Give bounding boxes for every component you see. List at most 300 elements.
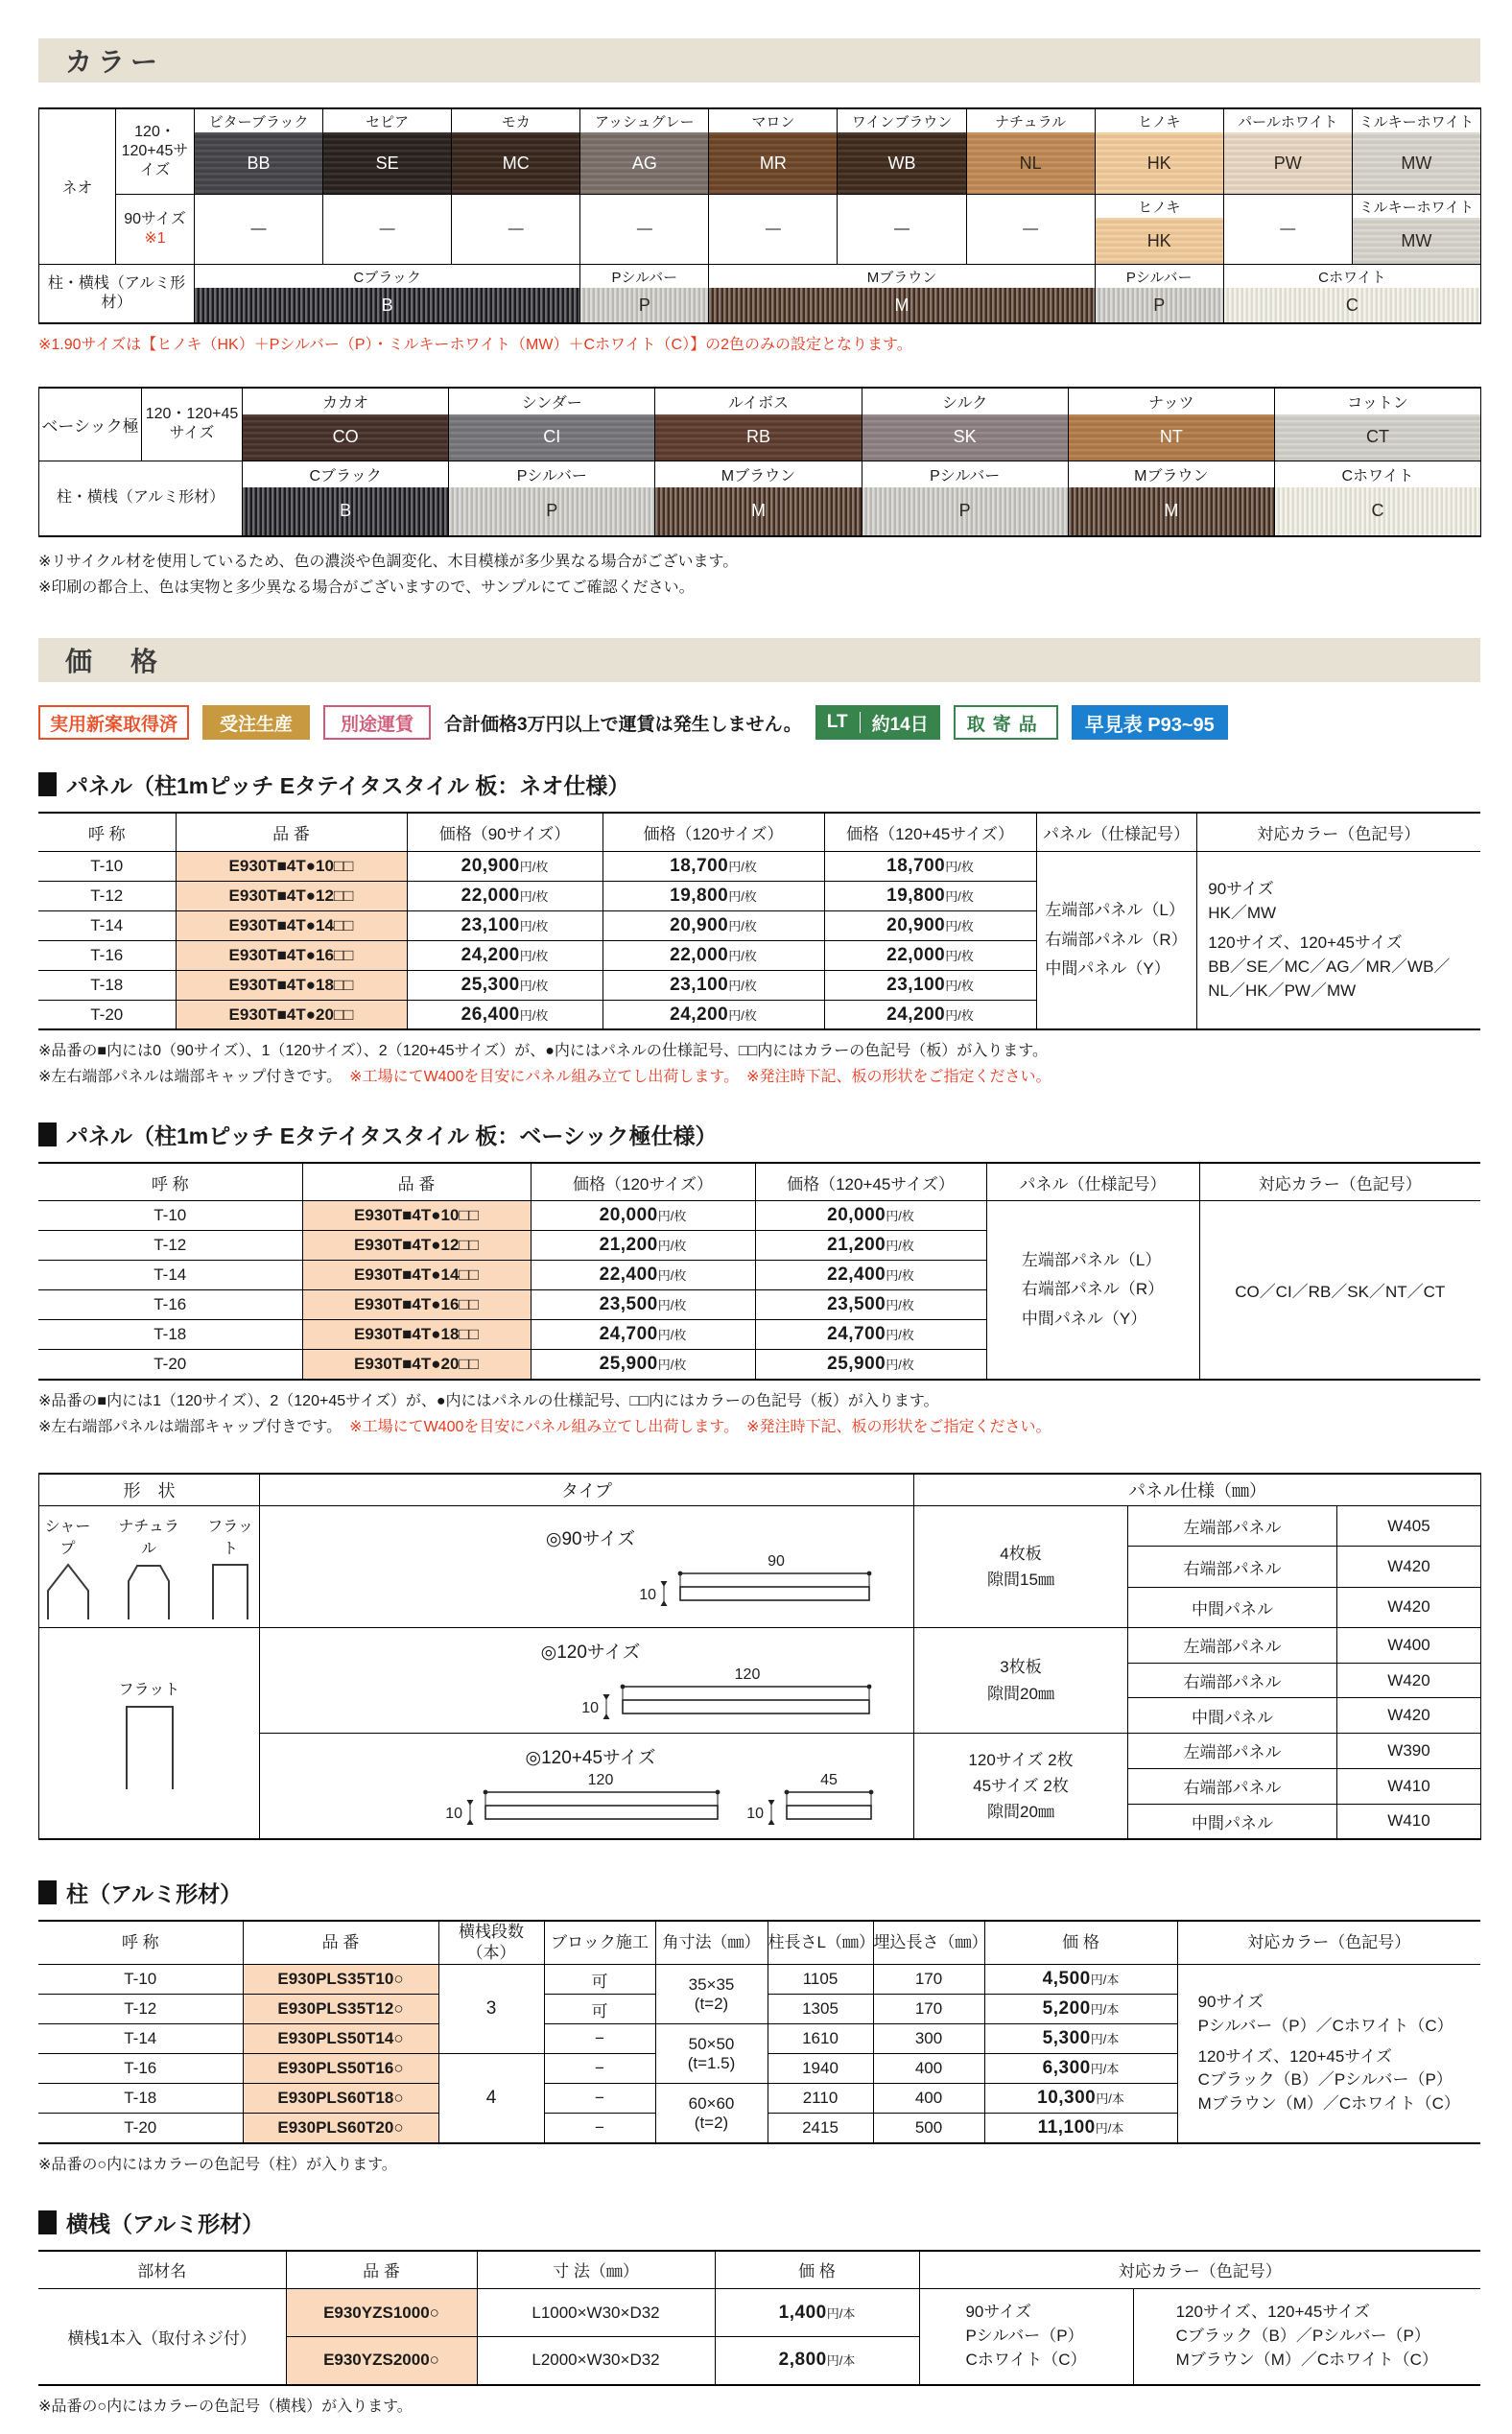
price-cell: 25,900円/枚 — [531, 1350, 755, 1380]
color-name: ビターブラック — [208, 113, 309, 130]
flat-shape-icon — [119, 1701, 180, 1789]
model-name: T-10 — [38, 851, 176, 881]
neo-size-120-label: 120・120+45サイズ — [116, 108, 195, 195]
part-number: E930T■4T●18□□ — [302, 1320, 531, 1350]
col-header: パネル（仕様記号） — [986, 1163, 1199, 1201]
color-swatch: MW — [1353, 218, 1480, 264]
section-square-icon — [38, 2210, 57, 2234]
frame-color-cell — [195, 265, 580, 324]
type-cell-90 — [260, 1506, 914, 1628]
basic-row-120 — [39, 388, 1481, 461]
price-cell: 19,800円/枚 — [602, 881, 824, 910]
col-header: パネル仕様（㎜） — [914, 1474, 1481, 1506]
size-120-row — [39, 1628, 1481, 1664]
na-cell: — — [1223, 195, 1352, 265]
col-header: 品 番 — [243, 1921, 438, 1965]
color-name: セピア — [366, 113, 410, 130]
separate-freight-badge: 別途運賃 — [323, 705, 431, 740]
na-cell: — — [580, 195, 709, 265]
price-cell: 23,100円/枚 — [824, 970, 1036, 1000]
frame-label: 柱・横桟（アルミ形材） — [39, 461, 243, 536]
block-ok-cell: − — [544, 2084, 655, 2114]
price-cell: 25,900円/枚 — [755, 1350, 986, 1380]
col-header: 対応カラー（色記号） — [1199, 1163, 1480, 1201]
col-header: 形 状 — [39, 1474, 260, 1506]
pillar-length: 1940 — [768, 2054, 873, 2084]
price-cell: 20,900円/枚 — [407, 851, 602, 881]
rail-title-row — [38, 2207, 1480, 2238]
color-section-bar — [38, 38, 1480, 83]
color-swatch: HK — [1096, 132, 1223, 194]
panel-pos: 中間パネル — [1128, 1587, 1337, 1627]
price-cell: 22,000円/枚 — [602, 940, 824, 970]
na-cell: — — [452, 195, 580, 265]
panel-basic-title-row — [38, 1119, 1480, 1150]
price-cell: 25,300円/枚 — [407, 970, 602, 1000]
price-cell: 23,500円/枚 — [531, 1290, 755, 1320]
color-name: コットン — [1347, 394, 1408, 412]
model-name: T-10 — [38, 1201, 302, 1231]
basic-color-table — [38, 387, 1481, 537]
panel-neo-table — [38, 812, 1480, 1030]
panel-basic-note2: ※左右端部パネルは端部キャップ付きです。 ※工場にてW400を目安にパネル組み立てし出荷します。 ※発注時下記、板の形状をご指定ください。 — [38, 1418, 1051, 1435]
col-header: 対応カラー（色記号） — [1196, 813, 1480, 851]
board-diagram-icon-45 — [733, 1771, 877, 1832]
shape-flat: フラット — [119, 1677, 180, 1789]
price-cell: 23,100円/枚 — [407, 910, 602, 940]
model-name: T-20 — [38, 1350, 302, 1380]
price-cell: 22,400円/枚 — [755, 1261, 986, 1290]
col-header: 品 番 — [302, 1163, 531, 1201]
color-swatch: P — [1096, 288, 1223, 322]
rail-count-cell: 4 — [438, 2054, 544, 2143]
color-swatch: P — [862, 487, 1068, 535]
panel-width: W410 — [1337, 1804, 1481, 1839]
part-number: E930T■4T●12□□ — [176, 881, 407, 910]
board-diagram-120-45 — [275, 1771, 906, 1832]
frame-color-cell — [1274, 461, 1480, 536]
panel-pos: 右端部パネル — [1128, 1768, 1337, 1804]
panel-pos: 左端部パネル — [1128, 1628, 1337, 1664]
rail-count-cell: 3 — [438, 1965, 544, 2054]
svg-text:120: 120 — [734, 1666, 761, 1684]
block-ok-cell: − — [544, 2024, 655, 2054]
color-cell — [1095, 195, 1223, 265]
price-cell: 24,200円/枚 — [407, 940, 602, 970]
pillar-length: 2415 — [768, 2114, 873, 2143]
svg-text:10: 10 — [746, 1806, 764, 1823]
color-name: Cホワイト — [1318, 269, 1386, 286]
price-cell: 23,500円/枚 — [755, 1290, 986, 1320]
color-cell — [862, 388, 1068, 461]
square-size-cell: 35×35 (t=2) — [655, 1965, 768, 2024]
color-cell — [1274, 388, 1480, 461]
shape-cell-90 — [39, 1506, 260, 1628]
price-cell: 1,400円/本 — [715, 2289, 919, 2337]
color-name: パールホワイト — [1238, 113, 1338, 130]
part-number: E930PLS60T20○ — [243, 2114, 438, 2143]
color-swatch: HK — [1096, 218, 1223, 264]
model-name: T-12 — [38, 881, 176, 910]
block-ok-cell: − — [544, 2054, 655, 2084]
header-row — [38, 1921, 1480, 1965]
shape-natural: ナチュラル — [113, 1514, 184, 1619]
freight-note: 合計価格3万円以上で運賃は発生しません。 — [444, 714, 802, 735]
price-cell: 22,400円/枚 — [531, 1261, 755, 1290]
color-codes-90-cell: 90サイズ Pシルバー（P） Cホワイト（C） — [919, 2289, 1133, 2385]
color-swatch: CT — [1275, 414, 1480, 461]
square-size-cell: 50×50 (t=1.5) — [655, 2024, 768, 2084]
part-number: E930T■4T●18□□ — [176, 970, 407, 1000]
part-number: E930T■4T●20□□ — [302, 1350, 531, 1380]
panel-neo-title-row — [38, 768, 1480, 800]
panel-width: W420 — [1337, 1587, 1481, 1627]
embed-length: 400 — [873, 2054, 984, 2084]
pillar-table — [38, 1920, 1480, 2144]
basic-size-label: 120・120+45サイズ — [142, 388, 243, 461]
color-name: ナチュラル — [995, 113, 1067, 130]
color-name: シンダー — [521, 394, 582, 412]
panel-neo-note2: ※左右端部パネルは端部キャップ付きです。 ※工場にてW400を目安にパネル組み立てし出荷します。 ※発注時下記、板の形状をご指定ください。 — [38, 1069, 1051, 1086]
panel-spec-cell: 左端部パネル（L） 右端部パネル（R） 中間パネル（Y） — [1036, 851, 1196, 1029]
panel-pos: 左端部パネル — [1128, 1506, 1337, 1547]
color-name: アッシュグレー — [595, 113, 695, 130]
price-cell: 4,500円/本 — [984, 1965, 1177, 1995]
board-diagram-icon — [409, 1771, 725, 1832]
type-cell-120 — [260, 1628, 914, 1734]
color-swatch: SK — [862, 414, 1068, 461]
color-swatch: RB — [655, 414, 861, 461]
color-name: Mブラウン — [721, 467, 796, 484]
color-cell — [195, 108, 323, 195]
color-name: シルク — [942, 394, 988, 412]
col-header: ブロック施工 — [544, 1921, 655, 1965]
block-ok-cell: 可 — [544, 1965, 655, 1995]
shape-options — [39, 1506, 259, 1627]
model-name: T-16 — [38, 1290, 302, 1320]
panel-width: W400 — [1337, 1628, 1481, 1664]
footnote-marker: ※1 — [144, 230, 166, 247]
color-name: Mブラウン — [1134, 467, 1209, 484]
color-name: ミルキーホワイト — [1358, 199, 1475, 216]
table-row — [38, 851, 1480, 881]
model-name: T-16 — [38, 940, 176, 970]
col-header: 品 番 — [176, 813, 407, 851]
color-swatch: CO — [243, 414, 448, 461]
color-section-title: カラー — [65, 47, 164, 77]
color-name: Cホワイト — [1341, 467, 1414, 484]
board-diagram-icon — [541, 1666, 877, 1727]
neo-row-frame — [39, 265, 1481, 324]
embed-length: 500 — [873, 2114, 984, 2143]
recycle-note: ※リサイクル材を使用しているため、色の濃淡や色調変化、木目模様が多少異なる場合がございます。 — [38, 553, 739, 570]
table-row — [38, 1965, 1480, 1995]
color-cell — [449, 388, 655, 461]
rail-title: 横桟（アルミ形材） — [66, 2210, 265, 2236]
badge-row — [38, 705, 1480, 740]
col-header: 対応カラー（色記号） — [919, 2251, 1480, 2289]
quick-ref-badge: 早見表 P93~95 — [1072, 705, 1228, 740]
color-swatch: WB — [838, 132, 965, 194]
panel-width: W410 — [1337, 1768, 1481, 1804]
price-cell: 11,100円/本 — [984, 2114, 1177, 2143]
color-swatch: AG — [580, 132, 708, 194]
part-number: E930YZS2000○ — [286, 2337, 477, 2385]
color-swatch: MW — [1353, 132, 1480, 194]
panel-basic-note1: ※品番の■内には1（120サイズ）、2（120+45サイズ）が、●内にはパネルの仕様記号、□□内にはカラーの色記号（板）が入ります。 — [38, 1392, 939, 1409]
frame-color-cell — [655, 461, 862, 536]
panel-pos: 左端部パネル — [1128, 1734, 1337, 1769]
model-name: T-18 — [38, 1320, 302, 1350]
neo-90size-note: ※1.90サイズは【ヒノキ（HK）＋Pシルバー（P）・ミルキーホワイト（MW）＋Cホワイト（C）】の2色のみの設定となります。 — [38, 337, 912, 353]
block-ok-cell: 可 — [544, 1995, 655, 2024]
col-header: 呼 称 — [38, 1921, 243, 1965]
part-number: E930PLS50T14○ — [243, 2024, 438, 2054]
svg-text:45: 45 — [820, 1772, 838, 1789]
color-name: Cブラック — [309, 467, 382, 484]
price-section-bar — [38, 638, 1480, 682]
basic-group-label: ベーシック極 — [39, 388, 142, 461]
frame-color-cell — [1223, 265, 1480, 324]
model-name: T-14 — [38, 910, 176, 940]
color-cell — [966, 108, 1095, 195]
neo-size-90-label: 90サイズ ※1 — [116, 195, 195, 265]
price-cell: 26,400円/枚 — [407, 1000, 602, 1029]
price-cell: 18,700円/枚 — [602, 851, 824, 881]
pillar-title-row — [38, 1877, 1480, 1908]
header-row — [38, 813, 1480, 851]
col-header: 寸 法（㎜） — [477, 2251, 715, 2289]
price-cell: 6,300円/本 — [984, 2054, 1177, 2084]
part-number: E930T■4T●10□□ — [176, 851, 407, 881]
shape-sharp: シャープ — [39, 1514, 96, 1619]
panel-width: W420 — [1337, 1547, 1481, 1587]
color-swatch: MR — [709, 132, 837, 194]
backorder-badge: 取寄品 — [954, 705, 1058, 740]
header-row — [38, 1163, 1480, 1201]
color-swatch: MC — [452, 132, 579, 194]
color-cell — [1352, 108, 1480, 195]
price-cell: 22,000円/枚 — [407, 881, 602, 910]
section-square-icon — [38, 1880, 57, 1904]
shape-type-spec-table — [38, 1473, 1481, 1841]
header-row — [39, 1474, 1481, 1506]
color-cell — [655, 388, 862, 461]
panel-pos: 中間パネル — [1128, 1804, 1337, 1839]
embed-length: 300 — [873, 2024, 984, 2054]
neo-color-table — [38, 107, 1481, 324]
col-header: 価格（90サイズ） — [407, 813, 602, 851]
color-cell — [323, 108, 452, 195]
board-count-cell: 4枚板 隙間15㎜ — [914, 1506, 1128, 1628]
made-to-order-badge: 受注生産 — [202, 705, 310, 740]
part-number: E930T■4T●16□□ — [302, 1290, 531, 1320]
price-cell: 20,000円/枚 — [755, 1201, 986, 1231]
color-swatch: B — [195, 288, 579, 322]
col-header: 価 格 — [984, 1921, 1177, 1965]
sharp-shape-icon — [42, 1560, 94, 1619]
price-cell: 24,700円/枚 — [531, 1320, 755, 1350]
color-cell — [1223, 108, 1352, 195]
color-name: ミルキーホワイト — [1358, 113, 1475, 130]
color-name: ヒノキ — [1138, 199, 1181, 216]
model-name: T-12 — [38, 1995, 243, 2024]
color-cell — [1095, 108, 1223, 195]
color-name: マロン — [751, 113, 795, 130]
color-swatch: B — [243, 487, 448, 535]
price-cell: 20,900円/枚 — [824, 910, 1036, 940]
model-name: T-14 — [38, 2024, 243, 2054]
embed-length: 400 — [873, 2084, 984, 2114]
part-number: E930PLS35T12○ — [243, 1995, 438, 2024]
part-number: E930T■4T●16□□ — [176, 940, 407, 970]
board-diagram-120 — [275, 1666, 906, 1727]
board-count-cell: 120サイズ 2枚 45サイズ 2枚 隙間20㎜ — [914, 1734, 1128, 1840]
color-cell — [1352, 195, 1480, 265]
na-cell: — — [323, 195, 452, 265]
price-cell: 19,800円/枚 — [824, 881, 1036, 910]
lt-days: 約14日 — [871, 714, 929, 735]
frame-color-cell — [243, 461, 449, 536]
neo-row-120 — [39, 108, 1481, 195]
price-cell: 20,900円/枚 — [602, 910, 824, 940]
color-swatch: M — [655, 487, 861, 535]
color-swatch: NT — [1069, 414, 1274, 461]
col-header: 品 番 — [286, 2251, 477, 2289]
panel-neo-note1: ※品番の■内には0（90サイズ）、1（120サイズ）、2（120+45サイズ）が、●内にはパネルの仕様記号、□□内にはカラーの色記号（板）が入ります。 — [38, 1043, 1048, 1060]
color-swatch: C — [1224, 288, 1480, 322]
color-name: モカ — [501, 113, 531, 130]
model-name: T-12 — [38, 1231, 302, 1261]
model-name: T-18 — [38, 970, 176, 1000]
embed-length: 170 — [873, 1995, 984, 2024]
part-number: E930T■4T●20□□ — [176, 1000, 407, 1029]
color-swatch: P — [580, 288, 708, 322]
price-cell: 24,200円/枚 — [824, 1000, 1036, 1029]
type-cell-120-45 — [260, 1734, 914, 1840]
price-cell: 2,800円/本 — [715, 2337, 919, 2385]
part-number: E930PLS35T10○ — [243, 1965, 438, 1995]
col-header: 価 格 — [715, 2251, 919, 2289]
frame-color-cell — [1068, 461, 1274, 536]
col-header: 価格（120サイズ） — [602, 813, 824, 851]
panel-basic-table — [38, 1162, 1480, 1381]
color-name: Cブラック — [353, 269, 421, 286]
part-number: E930T■4T●10□□ — [302, 1201, 531, 1231]
model-name: T-20 — [38, 2114, 243, 2143]
member-name: 横桟1本入（取付ネジ付） — [38, 2289, 286, 2385]
color-swatch: C — [1275, 487, 1480, 535]
natural-shape-icon — [123, 1560, 175, 1619]
rail-note: ※品番の○内にはカラーの色記号（横桟）が入ります。 — [38, 2398, 413, 2415]
price-cell: 22,000円/枚 — [824, 940, 1036, 970]
neo-group-label: ネオ — [39, 108, 116, 265]
col-header: 埋込長さ（㎜） — [873, 1921, 984, 1965]
part-number: E930T■4T●12□□ — [302, 1231, 531, 1261]
type-label: ◎120+45サイズ — [525, 1748, 656, 1769]
col-header: 価格（120+45サイズ） — [824, 813, 1036, 851]
svg-text:10: 10 — [639, 1586, 656, 1603]
badge-divider — [860, 712, 861, 733]
color-codes-cell: CO／CI／RB／SK／NT／CT — [1199, 1201, 1480, 1380]
neo-row-90 — [39, 195, 1481, 265]
col-header: 部材名 — [38, 2251, 286, 2289]
color-name: Pシルバー — [516, 467, 587, 484]
square-size-cell: 60×60 (t=2) — [655, 2084, 768, 2143]
color-name: ワインブラウン — [851, 113, 953, 130]
board-diagram-90 — [275, 1552, 906, 1614]
na-cell: — — [709, 195, 838, 265]
rail-table — [38, 2250, 1480, 2386]
panel-width: W405 — [1337, 1506, 1481, 1547]
pillar-length: 1105 — [768, 1965, 873, 1995]
section-square-icon — [38, 772, 57, 796]
price-cell: 20,000円/枚 — [531, 1201, 755, 1231]
color-name: ルイボス — [727, 394, 790, 412]
color-name: ナッツ — [1148, 394, 1194, 412]
panel-basic-title: パネル（柱1mピッチ Eタテイタスタイル 板：ベーシック極仕様） — [66, 1122, 718, 1148]
color-name: ヒノキ — [1138, 113, 1181, 130]
pillar-note: ※品番の○内にはカラーの色記号（柱）が入ります。 — [38, 2156, 397, 2173]
svg-text:120: 120 — [587, 1772, 614, 1789]
color-swatch: BB — [195, 132, 322, 194]
color-codes-cell: 90サイズ Pシルバー（P）／Cホワイト（C） 120サイズ、120+45サイズ Cブラック（B）／Pシルバー（P） Mブラウン（M）／Cホワイト（C） — [1177, 1965, 1480, 2143]
print-color-note: ※印刷の都合上、色は実物と多少異なる場合がございますので、サンプルにてご確認ください。 — [38, 579, 695, 596]
frame-color-cell — [862, 461, 1068, 536]
col-header: 価格（120サイズ） — [531, 1163, 755, 1201]
price-cell: 24,200円/枚 — [602, 1000, 824, 1029]
frame-color-cell — [580, 265, 709, 324]
color-codes-cell: 90サイズ HK／MW 120サイズ、120+45サイズ BB／SE／MC／AG／MR／WB／NL／HK／PW／MW — [1196, 851, 1480, 1029]
model-name: T-10 — [38, 1965, 243, 1995]
lead-time-badge — [815, 705, 940, 740]
frame-color-cell — [449, 461, 655, 536]
col-header: 角寸法（㎜） — [655, 1921, 768, 1965]
dimension-cell: L2000×W30×D32 — [477, 2337, 715, 2385]
utility-model-badge: 実用新案取得済 — [38, 705, 189, 740]
na-cell: — — [195, 195, 323, 265]
board-diagram-icon — [589, 1552, 877, 1614]
block-ok-cell: − — [544, 2114, 655, 2143]
price-cell: 21,200円/枚 — [755, 1231, 986, 1261]
pillar-title: 柱（アルミ形材） — [66, 1881, 243, 1907]
price-cell: 10,300円/本 — [984, 2084, 1177, 2114]
pillar-length: 1305 — [768, 1995, 873, 2024]
part-number: E930T■4T●14□□ — [302, 1261, 531, 1290]
panel-neo-title: パネル（柱1mピッチ Eタテイタスタイル 板：ネオ仕様） — [66, 773, 630, 799]
color-swatch: NL — [967, 132, 1095, 194]
flat-shape-icon — [208, 1560, 252, 1619]
model-name: T-18 — [38, 2084, 243, 2114]
part-number: E930PLS50T16○ — [243, 2054, 438, 2084]
color-swatch: SE — [323, 132, 451, 194]
price-cell: 21,200円/枚 — [531, 1231, 755, 1261]
na-cell: — — [966, 195, 1095, 265]
color-name: Pシルバー — [930, 467, 1001, 484]
svg-text:10: 10 — [581, 1700, 599, 1717]
table-row — [38, 1201, 1480, 1231]
color-cell — [1068, 388, 1274, 461]
panel-pos: 右端部パネル — [1128, 1663, 1337, 1698]
panel-pos: 中間パネル — [1128, 1698, 1337, 1734]
price-cell: 5,200円/本 — [984, 1995, 1177, 2024]
col-header: 呼 称 — [38, 813, 176, 851]
color-name: Pシルバー — [611, 269, 678, 286]
type-label: ◎120サイズ — [540, 1642, 641, 1664]
color-codes-120-cell: 120サイズ、120+45サイズ Cブラック（B）／Pシルバー（P） Mブラウン（M）／Cホワイト（C） — [1133, 2289, 1480, 2385]
board-count-cell: 3枚板 隙間20㎜ — [914, 1628, 1128, 1734]
size-90-row — [39, 1506, 1481, 1547]
